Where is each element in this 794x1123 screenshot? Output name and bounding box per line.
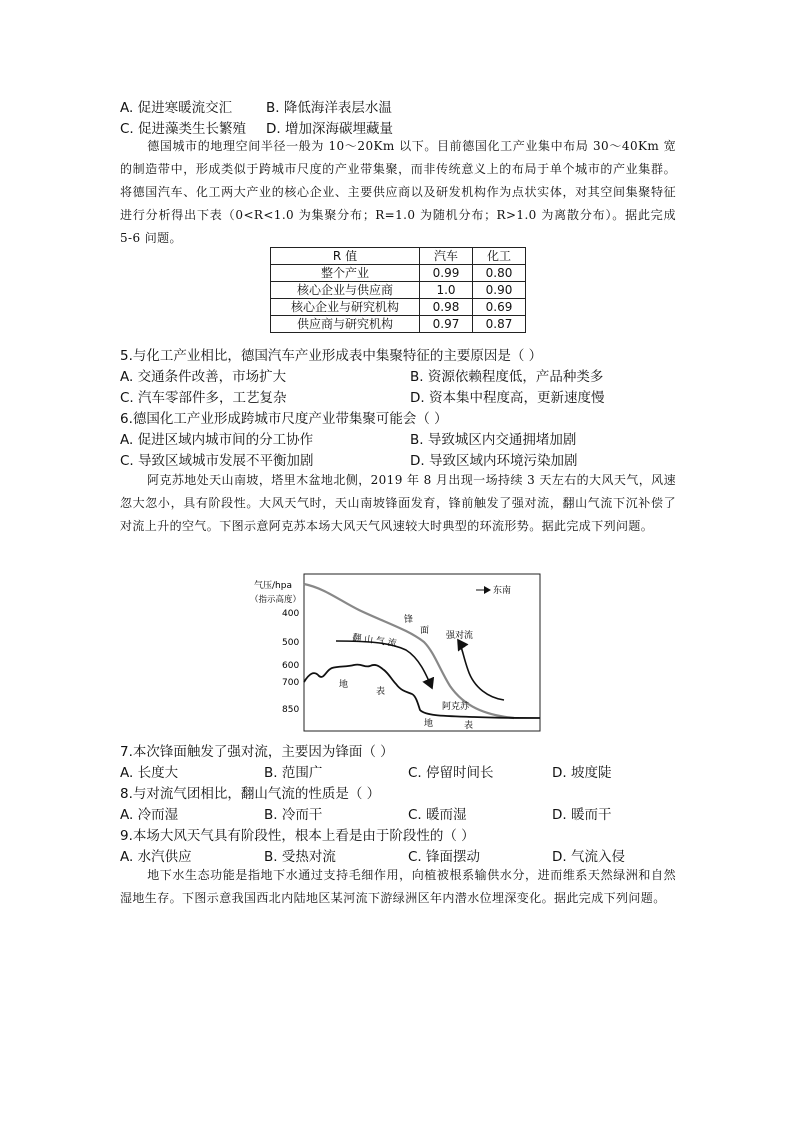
q7-option-d: D. 坡度陡 [552,765,612,781]
q4-option-b: B. 降低海洋表层水温 [266,100,392,116]
q8-stem: 8.与对流气团相比，翻山气流的性质是（ ） [120,786,381,802]
y-axis-title: 气压/hpa [254,581,292,591]
q9-stem: 9.本场大风天气具有阶段性，根本上看是由于阶段性的（ ） [120,828,475,844]
q8-option-a: A. 冷而湿 [120,807,179,823]
convection-arrow [458,640,504,700]
table-cell: 0.99 [420,265,473,282]
table-header-cell: R 值 [271,248,420,265]
q5-option-b: B. 资源依赖程度低，产品种类多 [410,369,604,385]
q9-option-c: C. 锋面摆动 [408,849,481,865]
q5-option-c: C. 汽车零部件多，工艺复杂 [120,390,287,406]
q8-option-d: D. 暖而干 [552,807,612,823]
table-header-cell: 汽车 [420,248,473,265]
q7-option-c: C. 停留时间长 [408,765,494,781]
q6-option-b: B. 导致城区内交通拥堵加剧 [410,432,577,448]
front-label: 面 [420,626,430,636]
y-axis-subtitle: （指示高度） [250,595,302,605]
q9-option-a: A. 水汽供应 [120,849,192,865]
passage-aksu-wind: 阿克苏地处天山南坡，塔里木盆地北侧，2019 年 8 月出现一场持续 3 天左右的大风天气，风速忽大忽小，具有阶段性。大风天气时，天山南坡锋面发育，锋前触发了强对流，翻山气流下沉补偿了对流上升的空气。下图示意阿克苏本场大风天气风速较大时典型的环流形势。据此完成下列问题。 [120,473,676,533]
q4-option-d: D. 增加深海碳埋藏量 [266,121,393,137]
table-cell: 整个产业 [271,265,420,282]
q7-stem: 7.本次锋面触发了强对流，主要因为锋面（ ） [120,744,394,760]
table-cell: 1.0 [420,282,473,299]
tick-label: 700 [282,678,300,688]
passage-groundwater: 地下水生态功能是指地下水通过支持毛细作用，向植被根系输供水分，进而维系天然绿洲和自然湿地生存。下图示意我国西北内陆地区某河流下游绿洲区年内潜水位埋深变化。据此完成下列问题。 [120,868,676,905]
q4-option-c: C. 促进藻类生长繁殖 [120,121,247,137]
q7-option-b: B. 范围广 [264,765,323,781]
table-row [271,265,526,282]
table-cell: 0.98 [420,299,473,316]
ground-label: 地 [424,719,434,729]
table-cell: 核心企业与供应商 [271,282,420,299]
tick-label: 600 [282,661,300,671]
table-cell: 0.87 [473,316,526,333]
ground-label: 地 [339,680,349,690]
q8-option-b: B. 冷而干 [264,807,323,823]
mountain-flow-label: 翻 山 气 流 [351,633,398,650]
q9-option-d: D. 气流入侵 [552,849,625,865]
q6-stem: 6.德国化工产业形成跨城市尺度产业带集聚可能会（ ） [120,411,448,427]
front-label: 锋 [404,615,414,625]
q8-option-c: C. 暖而湿 [408,807,467,823]
table-cell: 0.80 [473,265,526,282]
circulation-diagram [244,570,544,735]
passage-germany-industry: 德国城市的地理空间半径一般为 10～20Km 以下。目前德国化工产业集中布局 30～40Km 宽的制造带中，形成类似于跨城市尺度的产业带集聚，而非传统意义上的布局于单个城市的产业集群。将德国汽车、化工两大产业的核心企业、主要供应商以及研发机构作为点状实体，对其空间集聚特征进行分析得出下表（0<R<1.0 为集聚分布；R=1.0 为随机分布；R>1.0 为离散分布）。据此完成 5-6 问题。 [120,139,676,245]
direction-label: 东南 [493,586,512,596]
table-header-row [271,248,526,265]
table-cell: 核心企业与研究机构 [271,299,420,316]
ground-surface-line [304,665,540,718]
q6-option-c: C. 导致区域城市发展不平衡加剧 [120,453,314,469]
q5-option-a: A. 交通条件改善，市场扩大 [120,369,287,385]
table-row [271,282,526,299]
ground-label: 表 [464,721,474,731]
tick-label: 500 [282,638,300,648]
table-cell: 0.69 [473,299,526,316]
circulation-figure [244,570,544,735]
r-value-table [270,247,526,333]
q6-option-d: D. 导致区域内环境污染加剧 [410,453,578,469]
q6-option-a: A. 促进区域内城市间的分工协作 [120,432,314,448]
table-cell: 供应商与研究机构 [271,316,420,333]
table-row [271,299,526,316]
q9-option-b: B. 受热对流 [264,849,336,865]
q4-option-a: A. 促进寒暖流交汇 [120,100,233,116]
q5-stem: 5.与化工产业相比，德国汽车产业形成表中集聚特征的主要原因是（ ） [120,348,543,364]
figure-frame [304,574,540,731]
front-line [304,584,514,718]
aksu-label: 阿克苏 [442,702,470,712]
table-cell: 0.90 [473,282,526,299]
table-header-cell: 化工 [473,248,526,265]
table-row [271,316,526,333]
convection-label: 强对流 [446,631,474,641]
ground-label: 表 [376,687,386,697]
q7-option-a: A. 长度大 [120,765,179,781]
tick-label: 400 [282,609,300,619]
mountain-flow-arrow [336,641,432,688]
q5-option-d: D. 资本集中程度高，更新速度慢 [410,390,605,406]
tick-label: 850 [282,705,300,715]
table-cell: 0.97 [420,316,473,333]
